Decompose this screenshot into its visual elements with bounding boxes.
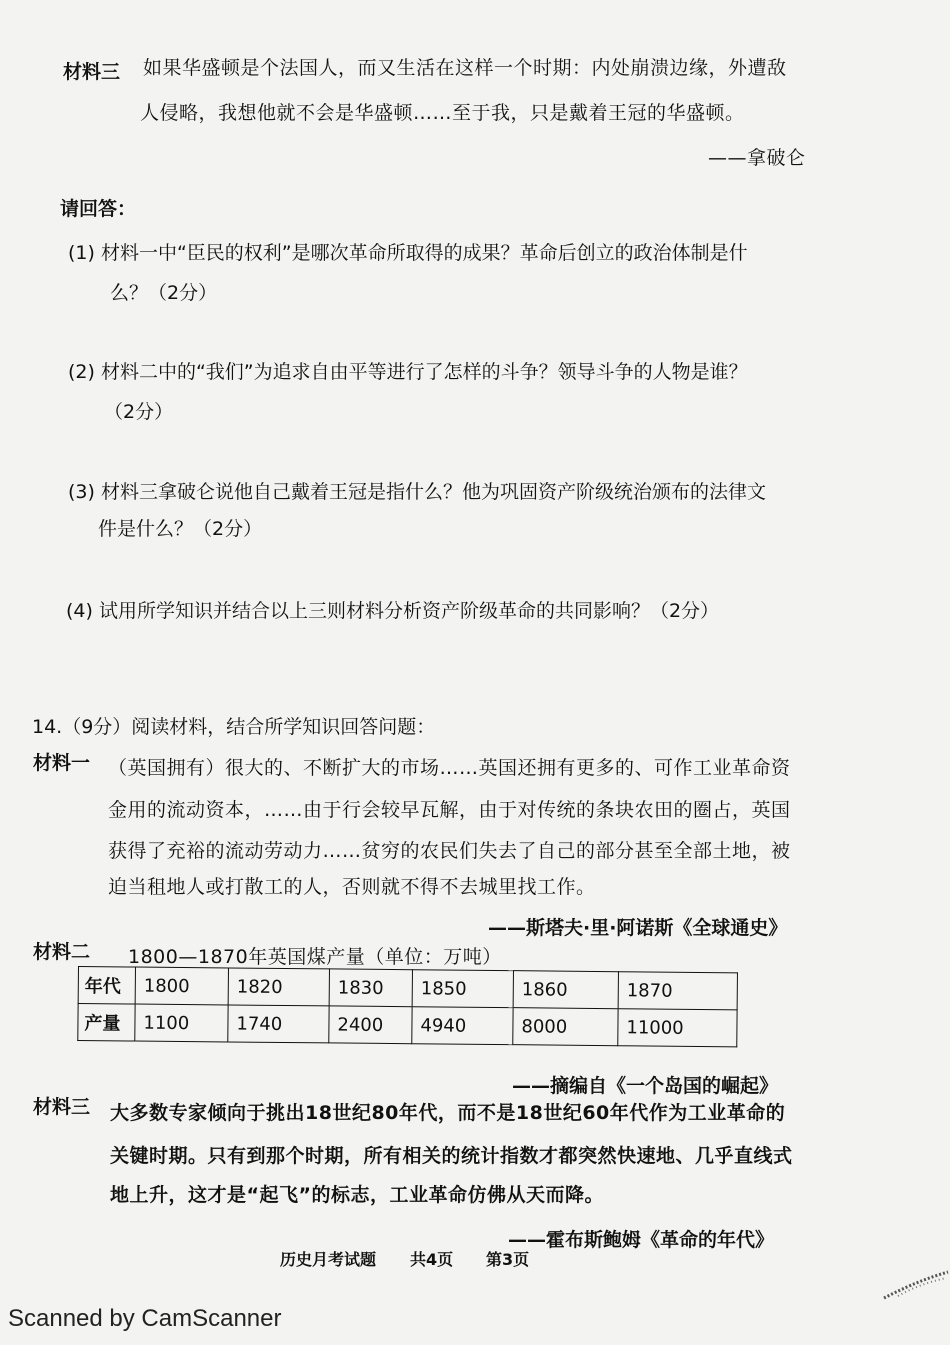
q14-material2-label: 材料二 — [33, 941, 91, 963]
table-cell-output: 1100 — [135, 1004, 228, 1042]
table-cell-output: 4940 — [412, 1007, 513, 1045]
camscanner-watermark: Scanned by CamScanner — [8, 1305, 282, 1332]
material3-text-line1: 如果华盛顿是个法国人，而又生活在这样一个时期：内处崩溃边缘，外遭敌 — [143, 57, 787, 79]
table-cell-output: 8000 — [513, 1008, 618, 1046]
footer-total-pages: 共4页 — [410, 1250, 454, 1269]
table-cell-year: 1850 — [412, 970, 513, 1008]
table-cell-year: 1820 — [228, 968, 329, 1006]
table-header-year: 年代 — [78, 967, 135, 1005]
question-3-line1: (3) 材料三拿破仑说他自己戴着王冠是指什么？他为巩固资产阶级统治颁布的法律文 — [68, 481, 766, 503]
table-cell-year: 1870 — [618, 972, 737, 1010]
question-1-line2: 么？（2分） — [110, 282, 218, 304]
question-2-line1: (2) 材料二中的“我们”为追求自由平等进行了怎样的斗争？领导斗争的人物是谁？ — [68, 361, 748, 383]
q14-material2-title: 1800—1870年英国煤产量（单位：万吨） — [128, 946, 502, 968]
q14-material1-line1: （英国拥有）很大的、不断扩大的市场……英国还拥有更多的、可作工业革命资 — [108, 757, 791, 779]
material3-text-line2: 人侵略，我想他就不会是华盛顿……至于我，只是戴着王冠的华盛顿。 — [140, 102, 745, 124]
table-header-output: 产量 — [78, 1004, 135, 1042]
table-cell-output: 2400 — [329, 1006, 412, 1044]
table-row-output — [78, 1004, 737, 1047]
coal-output-table — [77, 966, 738, 1047]
question-4-line1: (4) 试用所学知识并结合以上三则材料分析资产阶级革命的共同影响？（2分） — [66, 600, 720, 622]
scan-smudge — [880, 1268, 950, 1302]
q14-material2-source: ——摘编自《一个岛国的崛起》 — [512, 1075, 779, 1097]
q14-material1-line4: 迫当租地人或打散工的人，否则就不得不去城里找工作。 — [108, 876, 596, 898]
question-3-line2: 件是什么？（2分） — [98, 518, 263, 540]
q14-material1-source: ——斯塔夫·里·阿诺斯《全球通史》 — [488, 917, 788, 939]
material3-source: ——拿破仑 — [708, 147, 806, 169]
q14-material3-source: ——霍布斯鲍姆《革命的年代》 — [508, 1229, 775, 1251]
footer-exam-name: 历史月考试题 — [280, 1250, 377, 1269]
table-cell-year: 1860 — [513, 971, 618, 1009]
table-cell-output: 1740 — [228, 1005, 329, 1043]
footer-current-page: 第3页 — [486, 1250, 530, 1269]
answer-prompt: 请回答： — [60, 198, 137, 220]
table-cell-year: 1800 — [135, 967, 228, 1005]
question-14-heading: 14.（9分）阅读材料，结合所学知识回答问题： — [32, 716, 436, 738]
q14-material1-line2: 金用的流动资本，……由于行会较早瓦解，由于对传统的条块农田的圈占，英国 — [108, 799, 791, 821]
q14-material3-line1: 大多数专家倾向于挑出18世纪80年代，而不是18世纪60年代作为工业革命的 — [110, 1102, 786, 1124]
q14-material3-label: 材料三 — [33, 1096, 91, 1118]
q14-material1-label: 材料一 — [33, 752, 91, 774]
table-cell-year: 1830 — [329, 969, 412, 1007]
table-row-years — [78, 967, 737, 1010]
question-2-line2: （2分） — [104, 401, 174, 423]
table-cell-output: 11000 — [618, 1009, 737, 1047]
q14-material3-line3: 地上升，这才是“起飞”的标志，工业革命仿佛从天而降。 — [110, 1184, 604, 1206]
q14-material3-line2: 关键时期。只有到那个时期，所有相关的统计指数才都突然快速地、几乎直线式 — [110, 1145, 793, 1167]
material3-label: 材料三 — [63, 61, 121, 83]
question-1-line1: (1) 材料一中“臣民的权利”是哪次革命所取得的成果？革命后创立的政治体制是什 — [68, 242, 748, 264]
q14-material1-line3: 获得了充裕的流动劳动力……贫穷的农民们失去了自己的部分甚至全部土地，被 — [108, 840, 791, 862]
